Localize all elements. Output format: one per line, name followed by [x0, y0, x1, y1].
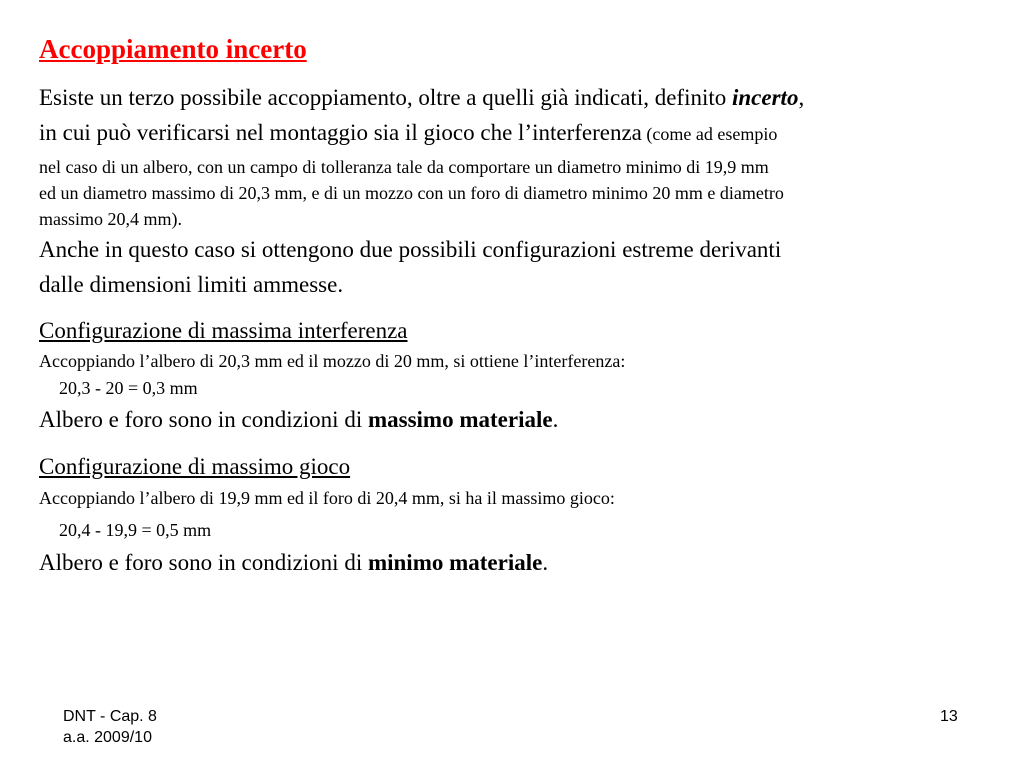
page-number: 13 [940, 708, 958, 725]
max-interference-formula: 20,3 - 20 = 0,3 mm [59, 378, 198, 398]
intro-line-2 [39, 118, 777, 148]
max-clearance-formula: 20,4 - 19,9 = 0,5 mm [59, 520, 212, 540]
intro-line-2-small: (come ad esempio [641, 124, 778, 144]
max-clearance-conclusion-end: . [542, 550, 549, 575]
max-clearance-conclusion-prefix: Albero e foro sono in condizioni di [39, 550, 368, 575]
minimo-materiale-bold: minimo materiale [367, 550, 543, 575]
incerto-emphasis: incerto [732, 85, 799, 110]
max-clearance-heading: Configurazione di massimo gioco [39, 454, 351, 479]
cases-intro-line-1: Anche in questo caso si ottengono due possibili configurazioni estreme derivanti [39, 237, 782, 262]
footer-course: DNT - Cap. 8 [63, 708, 157, 725]
max-interference-description: Accoppiando l’albero di 20,3 mm ed il mozzo di 20 mm, si ottiene l’interferenza: [39, 351, 626, 371]
max-interference-conclusion [39, 405, 558, 435]
intro-line-1 [39, 83, 804, 113]
max-clearance-description: Accoppiando l’albero di 19,9 mm ed il foro di 20,4 mm, si ha il massimo gioco: [39, 488, 615, 508]
massimo-materiale-bold: massimo materiale [367, 407, 553, 432]
max-interference-conclusion-end: . [552, 407, 559, 432]
max-interference-heading: Configurazione di massima interferenza [39, 318, 408, 343]
intro-line-1-text: Esiste un terzo possibile accoppiamento, oltre a quelli già indicati, definito [39, 85, 732, 110]
intro-line-3: nel caso di un albero, con un campo di tolleranza tale da comportare un diametro minimo di 19,9 mm [39, 157, 769, 177]
cases-intro-line-2: dalle dimensioni limiti ammesse. [39, 272, 344, 297]
footer-course-info [63, 706, 157, 748]
max-clearance-conclusion [39, 548, 548, 578]
max-interference-conclusion-prefix: Albero e foro sono in condizioni di [39, 407, 368, 432]
intro-line-4: ed un diametro massimo di 20,3 mm, e di un mozzo con un foro di diametro minimo 20 mm e diametro [39, 183, 784, 203]
intro-line-5: massimo 20,4 mm). [39, 209, 182, 229]
intro-line-1-end: , [798, 85, 805, 110]
footer-year: a.a. 2009/10 [63, 729, 152, 746]
intro-line-2-main: in cui può verificarsi nel montaggio sia il gioco che l’interferenza [39, 120, 642, 145]
slide-title: Accoppiamento incerto [39, 34, 307, 64]
